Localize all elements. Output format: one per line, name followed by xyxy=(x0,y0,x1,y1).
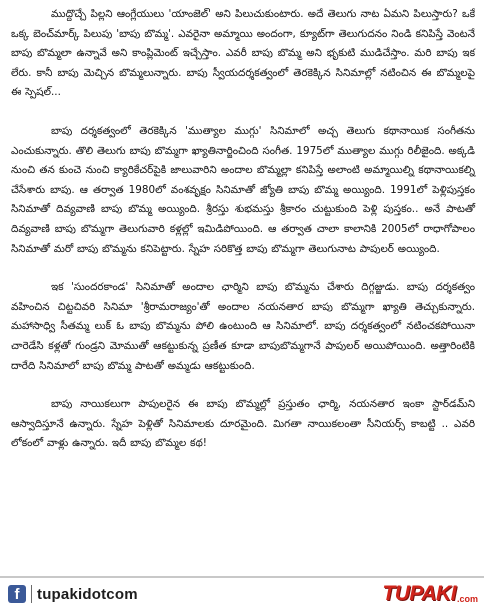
site-branding xyxy=(8,585,138,603)
tupaki-logo[interactable] xyxy=(382,583,478,605)
logo-wordmark: TUPAKI xyxy=(382,582,456,605)
article-paragraph-conclusion: బాపు నాయికలుగా పాపులరైన ఈ బాపు బొమ్మల్లో ప్రస్తుతం ఛార్మి, నయనతార ఇంకా స్టార్‌డమ్‌ని ఆస్వాదిస్తూనే ఉన్నారు. స్నేహ పెళ్లితో సినిమాలకు దూరమైంది. మిగతా నాయికలంతా సీనియర్స్ కాబట్టి .. ఎవరి లోకంలో వాళ్లు ఉన్నారు. ఇదీ బాపు బొమ్మల కథ! xyxy=(11,398,475,450)
footer-bar xyxy=(0,576,484,612)
site-name-link[interactable]: tupakidotcom xyxy=(37,585,138,603)
article-paragraph-later-heroines: ఇక 'సుందరకాండ' సినిమాతో అందాల ఛార్మిని బాపు బొమ్మను చేశారు దిగ్గజ్జుడు. బాపు దర్శకత్వం వహించిన చిట్టచివరి సినిమా 'శ్రీరామరాజ్యం'తో అందాల నయనతార బాపు బొమ్మగా ఖ్యాతి తెచ్చుకున్నారు. మహాసాధ్వి సీతమ్మ లుక్ ఓ బాపు బొమ్మను పోలి ఉంటుంది ఆ సినిమాలో. బాపు దర్శకత్వంలో నటించకపోయినా చారెడేసి కళ్లతో గుండ్రని మోముతో ఆకట్టుకున్న ప్రణీత కూడా బాపుబొమ్మగానే పాపులర్ అయిపోయింది. అత్తారింటికి దారేది సినిమాలో బాపు బొమ్మ పాటతో అమ్మడు ఆకట్టుకుంది. xyxy=(11,281,475,372)
article-paragraph-history: బాపు దర్శకత్వంలో తెరకెక్కిన 'ముత్యాల ముగ్గు' సినిమాలో అచ్చ తెలుగు కథానాయిక సంగీతను ఎంచుకున్నారు. తొలి తెలుగు బాపు బొమ్మగా ఖ్యాతినార్జించింది సంగీత. 1975లో ముత్యాల ముగ్గు రిలీజైంది. అక్కడి నుంచి తన కుంచె నుంచి క్యారికేచర్‌పైకి జాలువారిని అందాల బొమ్మల్లా కనిపిస్తే అలాంటి అమ్మాయిల్ని కథానాయికల్ని చేసేశారు బాపు. ఆ తర్వాత 1980లో వంశవృక్షం సినిమాతో జ్యోతి బాపు బొమ్మ అయ్యింది. 1991లో పెళ్లిపుస్తకం సినిమాతో దివ్యవాణి బాపు బొమ్మ అయ్యింది. శ్రీరస్తు శుభమస్తు శ్రీకారం చుట్టుకుంది పెళ్లి పుస్తకం.. అనే పాటతో దివ్యవాణి బాపు బొమ్మగా తెలుగువారి కళ్లల్లో ఇమిడిపోయింది. ఆ తర్వాత చాలా కాలానికి 2005లో రాధాగోపాలం సినిమాతో మరో బాపు బొమ్మను కనిపెట్టారు. స్నేహ సరికొత్త బాపు బొమ్మగా తెలుగునాట పాపులర్ అయ్యింది. xyxy=(11,124,475,255)
facebook-icon[interactable]: f xyxy=(8,585,26,603)
branding-separator xyxy=(31,585,32,603)
article-paragraph-intro: ముద్దొచ్చే పిల్లని ఆంగ్లేయులు 'యాంజెల్' అని పిలుచుకుంటారు. అదే తెలుగు నాట ఏమని పిలుస్తారు? ఒకే ఒక్క బెంచ్‌మార్క్ పిలుపు 'బాపు బొమ్మ'. ఎవరైనా అమ్మాయి అందంగా, క్యూట్‌గా తెలుగుదనం నిండి కనిపిస్తే వెంటనే బాపు బొమ్మలా ఉన్నావే అని కాంప్లిమెంట్ ఇచ్చేస్తాం. ఎవరీ బాపు బొమ్మ అని భృకుటి ముడిచేస్తాం. మరి బాపు ఇక లేరు. కానీ బాపు మెచ్చిన బొమ్మలున్నారు. బాపు స్వీయదర్శకత్వంలో తెరకెక్కిన సినిమాల్లో నటించిన ఈ బొమ్మలపై ఈ స్పెషల్... xyxy=(11,8,475,99)
footer-divider xyxy=(0,576,484,578)
logo-domain-suffix: .com xyxy=(456,594,478,604)
